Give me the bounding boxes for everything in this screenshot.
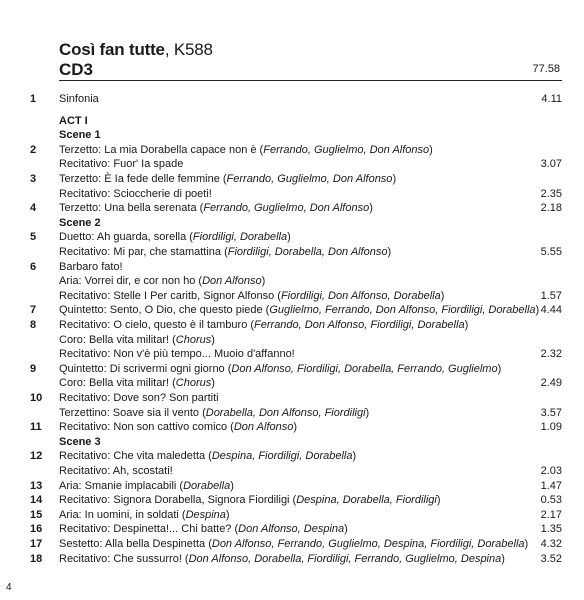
- track-number: 18: [30, 552, 43, 565]
- track-title-text: Quintetto: Sento, O Dio, che questo piede (: [59, 304, 270, 317]
- track-number: 11: [30, 421, 42, 434]
- track-title-text: Recitativo: Scioccherie di poeti!: [59, 187, 212, 200]
- track-title-text: Coro: Bella vita militar! (: [59, 333, 176, 346]
- track-duration: 2.18: [540, 202, 562, 215]
- track-title: [59, 230, 291, 245]
- track-row: [0, 508, 584, 523]
- track-row: [0, 449, 584, 464]
- track-title-text: Coro: Bella vita militar! (: [59, 377, 176, 390]
- track-title: [59, 92, 99, 107]
- track-row: [0, 92, 584, 107]
- track-row: [0, 552, 584, 567]
- track-duration: 4.32: [540, 538, 562, 550]
- track-cast-close: ): [211, 377, 215, 390]
- track-title: [59, 260, 123, 275]
- track-cast: Fiordiligi, Dorabella: [192, 231, 288, 244]
- track-duration: 1.57: [540, 289, 562, 302]
- track-duration: 2.49: [540, 377, 562, 390]
- track-cast: Fiordiligi, Dorabella, Don Alfonso: [227, 246, 388, 258]
- track-title: [59, 187, 212, 202]
- track-title-text: Terzetto: È Ia fede delle femmine (: [59, 173, 227, 185]
- track-title: [59, 537, 528, 552]
- section-heading: [0, 114, 584, 129]
- track-row: [0, 187, 584, 202]
- section-heading-text: Scene 2: [59, 216, 101, 229]
- track-number: 12: [30, 450, 43, 463]
- track-title-text: Recitativo: O cielo, questo è il tamburo (: [59, 319, 255, 331]
- track-number: 4: [30, 202, 37, 215]
- track-title-text: Terzettino: Soave sia il vento (: [59, 406, 206, 419]
- track-row: [0, 479, 584, 494]
- track-row: [0, 391, 584, 406]
- section-heading-text: Scene 1: [59, 129, 101, 142]
- track-title-text: Aria: In uomini, in soldati (: [59, 508, 186, 521]
- track-number: 2: [30, 143, 37, 156]
- total-duration: 77.58: [532, 63, 560, 75]
- track-row: [0, 493, 584, 508]
- track-cast: Ferrando, Guglielmo, Don Alfonso: [263, 143, 430, 156]
- track-title-text: Recitativo: Non v'è più tempo... Muoio d'affanno!: [59, 348, 295, 361]
- track-number: 17: [30, 538, 43, 550]
- track-cast-close: ): [392, 173, 397, 185]
- track-title: [59, 493, 441, 508]
- work-title-text: Così fan tutte: [59, 40, 165, 59]
- track-cast-close: ): [293, 421, 298, 434]
- track-title: [59, 391, 219, 406]
- track-title-text: Aria: Smanie implacabili (: [59, 479, 184, 492]
- track-duration: 1.35: [540, 523, 562, 536]
- track-cast: Ferrando, Don Alfonso, Fiordiligi, Dorabella: [254, 319, 465, 331]
- section-heading-text: Scene 3: [59, 435, 101, 448]
- track-cast-close: ): [287, 231, 291, 244]
- track-duration: 3.52: [540, 552, 562, 565]
- track-title-text: Recitativo: Signora Dorabella, Signora Fiordiligi (: [59, 494, 297, 507]
- track-cast-close: ): [225, 508, 230, 521]
- track-cast: Chorus: [175, 333, 212, 346]
- track-cast-close: ): [211, 333, 215, 346]
- track-duration: 5.55: [540, 246, 562, 258]
- track-title-text: Recitativo: Che vita maledetta (: [59, 450, 212, 463]
- track-cast: Don Alfonso: [202, 275, 262, 288]
- track-cast: Don Alfonso, Despina: [238, 523, 345, 536]
- track-title-text: Recitativo: Mi par, che stamattina (: [59, 246, 228, 258]
- track-title: [59, 508, 230, 523]
- track-number: 5: [30, 231, 37, 244]
- track-row: [0, 260, 584, 275]
- track-duration: 2.17: [540, 508, 562, 521]
- track-title: [59, 172, 396, 187]
- track-cast-close: ): [429, 143, 433, 156]
- track-number: 10: [30, 392, 43, 404]
- track-row: [0, 318, 584, 333]
- track-title: [59, 522, 348, 537]
- track-cast-close: ): [344, 523, 348, 536]
- track-row: [0, 406, 584, 421]
- track-row: [0, 537, 584, 552]
- track-cast: Don Alfonso, Dorabella, Fiordiligi, Ferrando, Guglielmo, Despina: [188, 552, 502, 565]
- track-title-text: Recitativo: Stelle I Per caritb, Signor Alfonso (: [59, 289, 281, 302]
- track-row: [0, 201, 584, 216]
- track-number: 8: [30, 319, 37, 331]
- track-title: [59, 143, 433, 158]
- track-title-text: Sinfonia: [59, 93, 99, 105]
- track-title: [59, 289, 444, 304]
- track-title-text: Duetto: Ah guarda, sorella (: [59, 231, 193, 244]
- track-duration: 2.03: [540, 465, 562, 477]
- track-number: 16: [30, 523, 43, 536]
- track-cast-close: ): [261, 275, 266, 288]
- track-title-text: Recitativo: Fuor' Ia spade: [59, 158, 184, 171]
- track-title: [59, 303, 539, 318]
- track-title-text: Recitativo: Despinetta!... Chi batte? (: [59, 523, 239, 536]
- track-number: 13: [30, 479, 43, 492]
- track-row: [0, 333, 584, 348]
- track-duration: 4.11: [541, 93, 562, 105]
- track-row: [0, 522, 584, 537]
- track-title: [59, 449, 356, 464]
- track-number: 3: [30, 173, 37, 185]
- page-number: 4: [6, 582, 12, 593]
- track-title: [59, 347, 295, 362]
- track-row: [0, 245, 584, 260]
- track-title: [59, 318, 468, 333]
- track-number: 14: [30, 494, 43, 507]
- work-title: [59, 40, 213, 60]
- track-row: [0, 303, 584, 318]
- section-heading: [0, 128, 584, 143]
- track-title-text: Sestetto: Alla bella Despinetta (: [59, 538, 212, 550]
- track-cast: Don Alfonso: [233, 421, 294, 434]
- track-cast: Chorus: [175, 377, 212, 390]
- track-cast-close: ): [535, 304, 540, 317]
- track-row: [0, 362, 584, 377]
- track-cast: Ferrando, Guglielmo, Don Alfonso: [226, 173, 393, 185]
- track-cast-close: ): [369, 202, 373, 215]
- track-title: [59, 333, 215, 348]
- track-row: [0, 143, 584, 158]
- track-duration: 2.35: [540, 187, 562, 200]
- track-duration: 1.47: [540, 479, 562, 492]
- track-row: [0, 420, 584, 435]
- track-title: [59, 420, 297, 435]
- track-title-text: Terzetto: Una bella serenata (: [59, 202, 204, 215]
- track-cast: Dorabella: [183, 479, 231, 492]
- track-cast: Dorabella, Don Alfonso, Fiordiligi: [205, 406, 366, 419]
- kochel-number: , K588: [164, 40, 213, 59]
- track-cast-close: ): [436, 494, 441, 507]
- header-rule: [59, 80, 562, 81]
- track-duration: 4.44: [540, 304, 562, 317]
- track-row: [0, 464, 584, 479]
- track-duration: 1.09: [540, 421, 562, 434]
- track-cast: Despina, Fiordiligi, Dorabella: [211, 450, 353, 463]
- track-row: [0, 172, 584, 187]
- section-heading: [0, 216, 584, 231]
- track-cast: Don Alfonso, Fiordiligi, Dorabella, Ferrando, Guglielmo: [231, 362, 498, 375]
- track-cast: Fiordiligi, Don Alfonso, Dorabella: [280, 289, 441, 302]
- track-duration: 3.07: [540, 158, 562, 171]
- track-number: 7: [30, 304, 37, 317]
- track-title-text: Recitativo: Ah, scostati!: [59, 465, 173, 477]
- section-heading-text: ACT I: [59, 114, 88, 127]
- track-row: [0, 157, 584, 172]
- track-number: 15: [30, 508, 43, 521]
- track-cast-close: ): [464, 319, 469, 331]
- track-title: [59, 552, 505, 567]
- track-title-text: Terzetto: La mia Dorabella capace non è (: [59, 143, 264, 156]
- track-title: [59, 362, 501, 377]
- track-cast: Despina: [185, 508, 226, 521]
- track-cast: Ferrando, Guglielmo, Don Alfonso: [203, 202, 370, 215]
- track-cast: Guglielmo, Ferrando, Don Alfonso, Fiordiligi, Dorabella: [269, 304, 536, 317]
- track-row: [0, 347, 584, 362]
- track-title: [59, 201, 373, 216]
- track-number: 9: [30, 362, 37, 375]
- track-cast: Don Alfonso, Ferrando, Guglielmo, Despina, Fiordiligi, Dorabella: [211, 538, 525, 550]
- track-title-text: Quintetto: Di scrivermi ogni giorno (: [59, 362, 232, 375]
- track-title-text: Aria: Vorrei dir, e cor non ho (: [59, 275, 203, 288]
- track-title-text: Barbaro fato!: [59, 260, 123, 273]
- track-row: [0, 289, 584, 304]
- track-title: [59, 406, 369, 421]
- track-number: 6: [30, 260, 37, 273]
- track-cast-close: ): [440, 289, 445, 302]
- track-title-text: Recitativo: Dove son? Son partiti: [59, 392, 219, 404]
- track-cast-close: ): [365, 406, 370, 419]
- track-duration: 0.53: [540, 494, 562, 507]
- track-cast-close: ): [524, 538, 529, 550]
- track-title: [59, 157, 183, 172]
- track-duration: 2.32: [540, 348, 562, 361]
- track-row: [0, 274, 584, 289]
- track-cast: Despina, Dorabella, Fiordiligi: [296, 494, 437, 507]
- track-title: [59, 274, 265, 289]
- track-cast-close: ): [230, 479, 234, 492]
- track-row: [0, 230, 584, 245]
- track-title: [59, 245, 391, 260]
- track-duration: 3.57: [540, 406, 562, 419]
- track-title-text: Recitativo: Che sussurro! (: [59, 552, 189, 565]
- track-title: [59, 464, 173, 479]
- track-title: [59, 479, 234, 494]
- track-cast-close: ): [497, 362, 502, 375]
- section-heading: [0, 435, 584, 450]
- track-title-text: Recitativo: Non son cattivo comico (: [59, 421, 234, 434]
- track-cast-close: ): [501, 552, 505, 565]
- track-cast-close: ): [352, 450, 357, 463]
- track-row: [0, 376, 584, 391]
- track-title: [59, 376, 215, 391]
- track-cast-close: ): [387, 246, 392, 258]
- track-number: 1: [30, 93, 37, 105]
- cd-label: CD3: [59, 60, 94, 79]
